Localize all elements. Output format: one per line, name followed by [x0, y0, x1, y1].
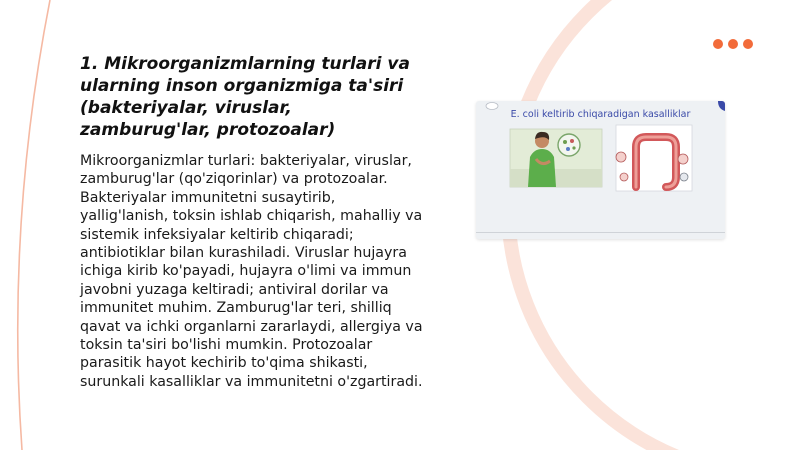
ecoli-illustration [476, 101, 725, 239]
card-divider [476, 232, 725, 233]
pathogen-circle-3 [678, 154, 688, 164]
dot-1 [713, 39, 723, 49]
pathogen-circle-4 [680, 173, 688, 181]
ecoli-image-card [476, 101, 725, 239]
dot-3 [743, 39, 753, 49]
bacteria-dot [572, 146, 575, 149]
pathogen-circle-2 [620, 173, 628, 181]
bacteria-dot [570, 139, 574, 143]
wall-shelf [510, 169, 602, 187]
bacteria-dot [566, 147, 570, 151]
dot-2 [728, 39, 738, 49]
cloud-left [486, 103, 498, 110]
slide-title: 1. Mikroorganizmlarning turlari va ularning inson organizmiga ta'siri (bakteriyalar, viruslar, zamburug'lar, protozoalar) [80, 54, 410, 140]
image-card-caption: E. coli keltirib chiqaradigan kasalliklar [510, 109, 691, 120]
bacteria-dot [563, 140, 567, 144]
boy-body [528, 149, 556, 187]
bacteria-bubble [558, 134, 580, 156]
decorative-left-arc [18, 0, 50, 450]
corner-shape-right [718, 101, 725, 111]
pathogen-circle-1 [616, 152, 626, 162]
slide-body-text: Mikroorganizmlar turlari: bakteriyalar, viruslar, zamburug'lar (qo'ziqorinlar) va protozoalar. Bakteriyalar immunitetni susaytirib, yallig'lanish, toksin ishlab chiqarish, mahalliy va sistemik infeksiyalar keltirib chiqaradi; antibiotiklar bilan kurashiladi. Viruslar hujayra ichiga kirib ko'payadi, hujayra o'limi va immun javobni yuzaga keltiradi; antiviral dorilar va immunitet muhim. Zamburug'lar teri, shilliq qavat va ichki organlarni zararlaydi, allergiya va toksin ta'siri bo'lishi mumkin. Protozoalar parasitik hayot kechirib to'qima shikasti, surunkali kasalliklar va immunitetni o'zgartiradi. [80, 153, 423, 390]
more-dots-icon [713, 39, 753, 49]
